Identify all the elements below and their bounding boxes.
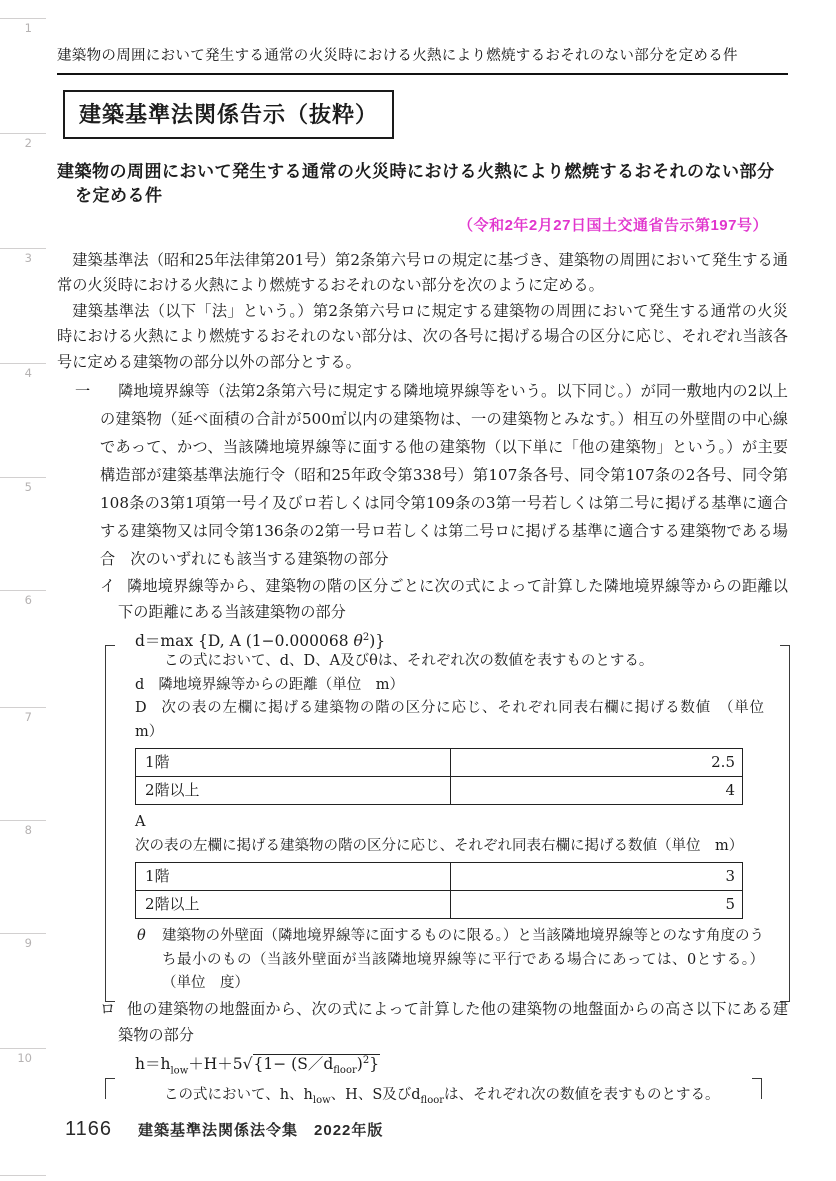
page-number: 1166 [65, 1118, 113, 1140]
ruler-mark [0, 820, 46, 821]
running-header: 建築物の周囲において発生する通常の火災時における火熱により燃焼するおそれのない部分を定める件 [57, 44, 788, 75]
ruler-mark [0, 707, 46, 708]
table-distance-D [135, 748, 743, 805]
definition-d-symbol: d [135, 676, 145, 693]
definition-h-intro-part2: 、H、S及びd [330, 1087, 421, 1103]
radical-sign: √ [242, 1055, 253, 1074]
table-row [136, 749, 743, 777]
paragraph-1: 建築基準法（昭和25年法律第201号）第2条第六号ロの規定に基づき、建築物の周囲において発生する通常の火災時における火熱により燃焼するおそれのない部分を次のように定める。 [57, 251, 788, 295]
ruler-mark [0, 477, 46, 478]
table-cell-floor: 2階以上 [136, 891, 451, 919]
definition-block-d [105, 645, 790, 1002]
definition-h-intro [135, 1084, 742, 1112]
definition-theta-symbol: θ [137, 928, 146, 944]
formula-h-part3: {1− (S／d [253, 1055, 334, 1074]
definition-h-intro-part1: この式において、h、h [164, 1087, 313, 1103]
item-ro-label: ロ [100, 1000, 116, 1018]
definition-d-text: 隣地境界線等からの距離（単位 m） [158, 676, 405, 693]
definition-d [135, 674, 764, 698]
ruler-mark [0, 1048, 46, 1049]
page-title-line1: 建築物の周囲において発生する通常の火災時における火熱により燃焼するおそれのない部分 [57, 162, 775, 181]
item-ichi [57, 377, 788, 573]
definition-theta-text: 建築物の外壁面（隣地境界線等に面するものに限る。）と当該隣地境界線等とのなす角度のうち最小のもの（当該外壁面が当該隣地境界線等に平行である場合にあっては、0とする。）（単位 度） [162, 928, 764, 991]
item-ro-section [57, 996, 788, 1083]
ruler-mark [0, 18, 46, 19]
definition-A-symbol: A [135, 814, 146, 830]
formula-d-part1: d＝max {D, A (1−0.000068 [135, 632, 354, 651]
definition-theta [135, 925, 764, 996]
definition-h-sub-floor: floor [420, 1094, 445, 1106]
item-ro-text: 他の建築物の地盤面から、次の式によって計算した他の建築物の地盤面からの高さ以下にある建築物の部分 [118, 1000, 788, 1044]
ruler-number: 10 [17, 1051, 32, 1065]
ruler-mark [0, 248, 46, 249]
ruler-number: 8 [24, 823, 32, 837]
item-i-label: イ [100, 577, 116, 595]
item-ichi-text: 隣地境界線等（法第2条第六号に規定する隣地境界線等をいう。以下同じ。）が同一敷地内の2以上の建築物（延べ面積の合計が500㎡以内の建築物は、一の建築物とみなす。）相互の外壁間の中心線であって、かつ、当該隣地境界線等に面する他の建築物（以下単に「他の建築物」という。）が主要構造部が建築基準法施行令（昭和25年政令第338号）第107条各号、同令第107条の2各号、同令第108条の3第1項第一号イ及びロ若しくは同令第109条の3第一号若しくは第二号に掲げる基準に適合する建築物又は同令第136条の2第一号ロ若しくは第二号ロに掲げる基準に適合する建築物である場合 次のいずれにも該当する建築物の部分 [100, 382, 788, 568]
ruler-mark [0, 133, 46, 134]
table-row [136, 777, 743, 805]
table-cell-value: 2.5 [451, 749, 743, 777]
table-cell-value: 5 [451, 891, 743, 919]
formula-h-exponent: 2 [362, 1055, 370, 1066]
item-ichi-label: 一 [75, 382, 91, 400]
ruler-mark [0, 590, 46, 591]
ruler-number: 5 [24, 480, 32, 494]
ruler-number: 7 [24, 710, 32, 724]
page-title [57, 160, 788, 208]
paragraph-2: 建築基準法（以下「法」という。）第2条第六号ロに規定する建築物の周囲において発生する通常の火災時における火熱により燃焼するおそれのない部分は、次の各号に掲げる場合の区分に応じ、それぞれ当該各号に定める建築物の部分以外の部分とする。 [57, 301, 788, 371]
definition-D-symbol: D [135, 700, 147, 716]
formula-d-exponent: 2 [362, 632, 370, 643]
notice-reference: （令和2年2月27日国土交通省告示第197号） [458, 217, 768, 234]
table-row [136, 891, 743, 919]
definition-D-text: 次の表の左欄に掲げる建築物の階の区分に応じ、それぞれ同表右欄に掲げる数値 （単位 m） [135, 700, 779, 740]
formula-h-sub-low: low [170, 1065, 189, 1077]
formula-h-part5: } [369, 1055, 380, 1074]
ruler-number: 1 [24, 21, 32, 35]
formula-h-sub-floor: floor [333, 1065, 357, 1077]
definition-h-sub-low: low [312, 1094, 331, 1106]
definition-intro: この式において、d、D、A及びθは、それぞれ次の数値を表すものとする。 [164, 653, 654, 669]
ruler-mark [0, 933, 46, 934]
ruler-number: 2 [24, 136, 32, 150]
definition-h-intro-part3: は、それぞれ次の数値を表すものとする。 [444, 1087, 720, 1103]
formula-h-part4: ) [356, 1055, 363, 1074]
ruler-mark [0, 1175, 46, 1176]
definition-D [135, 697, 779, 744]
section-box-title: 建築基準法関係告示（抜粋） [63, 90, 394, 139]
table-distance-A [135, 862, 743, 919]
book-title: 建築基準法関係法令集 2022年版 [138, 1122, 384, 1139]
item-ro [57, 996, 788, 1048]
table-cell-value: 3 [451, 863, 743, 891]
definition-A [135, 811, 764, 858]
ruler-number: 4 [24, 366, 32, 380]
item-i-text: 隣地境界線等から、建築物の階の区分ごとに次の式によって計算した隣地境界線等からの距離以下の距離にある当該建築物の部分 [118, 577, 788, 621]
page-footer [57, 1118, 796, 1141]
item-i [57, 573, 788, 625]
ruler-mark [0, 363, 46, 364]
intro-paragraphs [57, 248, 788, 375]
item-list [57, 377, 788, 653]
formula-h-part1: h＝h [135, 1055, 171, 1074]
ruler-number: 9 [24, 936, 32, 950]
ruler-number: 6 [24, 593, 32, 607]
table-cell-floor: 1階 [136, 749, 451, 777]
table-cell-floor: 1階 [136, 863, 451, 891]
ruler-number: 3 [24, 251, 32, 265]
formula-d-part2: )} [369, 632, 386, 651]
table-row [136, 863, 743, 891]
formula-h-part2: ＋H＋5 [188, 1055, 243, 1074]
definition-A-text: 次の表の左欄に掲げる建築物の階の区分に応じ、それぞれ同表右欄に掲げる数値（単位 m） [135, 837, 744, 854]
formula-d-theta: θ [353, 632, 363, 651]
page-title-line2: を定める件 [75, 186, 163, 205]
table-cell-value: 4 [451, 777, 743, 805]
table-cell-floor: 2階以上 [136, 777, 451, 805]
